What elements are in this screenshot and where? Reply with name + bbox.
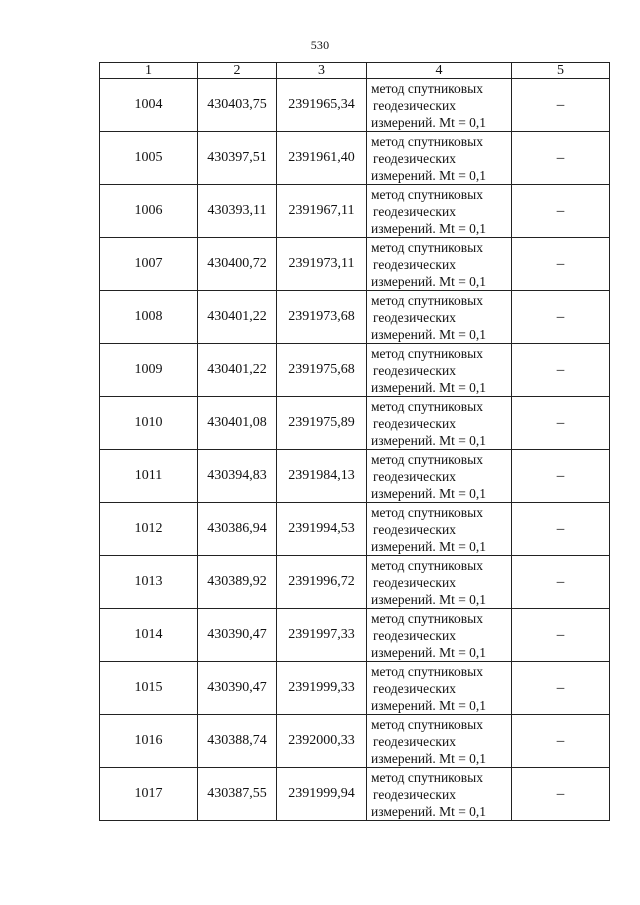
dash-mark: – (556, 96, 565, 113)
point-id-cell: 1005 (100, 132, 198, 185)
method-line-1: метод спутниковых (371, 345, 483, 361)
method-cell (367, 556, 512, 609)
dash-mark: – (556, 732, 565, 749)
y-coordinate-cell: 2391975,89 (277, 397, 367, 450)
coordinates-table (99, 62, 610, 821)
method-line-2: геодезических (373, 362, 456, 378)
column-header-3: 3 (277, 63, 367, 79)
y-coordinate-cell: 2391994,53 (277, 503, 367, 556)
y-coordinate-cell: 2391975,68 (277, 344, 367, 397)
point-id-cell: 1010 (100, 397, 198, 450)
table-row (100, 609, 610, 662)
method-line-2: геодезических (373, 786, 456, 802)
method-line-2: геодезических (373, 627, 456, 643)
point-id-cell: 1009 (100, 344, 198, 397)
method-line-1: метод спутниковых (371, 451, 483, 467)
method-line-1: метод спутниковых (371, 504, 483, 520)
y-coordinate-cell: 2391997,33 (277, 609, 367, 662)
method-line-2: геодезических (373, 574, 456, 590)
method-line-2: геодезических (373, 203, 456, 219)
method-line-3: измерений. Mt = 0,1 (371, 326, 487, 342)
x-coordinate-cell: 430397,51 (198, 132, 277, 185)
method-cell (367, 609, 512, 662)
y-coordinate-cell: 2391961,40 (277, 132, 367, 185)
note-cell (512, 344, 610, 397)
x-coordinate-cell: 430401,08 (198, 397, 277, 450)
method-line-2: геодезических (373, 150, 456, 166)
note-cell (512, 132, 610, 185)
method-line-2: геодезических (373, 468, 456, 484)
table-row (100, 503, 610, 556)
method-cell (367, 238, 512, 291)
column-header-2: 2 (198, 63, 277, 79)
table-row (100, 132, 610, 185)
method-line-2: геодезических (373, 415, 456, 431)
method-line-3: измерений. Mt = 0,1 (371, 591, 487, 607)
note-cell (512, 238, 610, 291)
method-line-1: метод спутниковых (371, 663, 483, 679)
table-row (100, 344, 610, 397)
y-coordinate-cell: 2391973,68 (277, 291, 367, 344)
point-id-cell: 1006 (100, 185, 198, 238)
y-coordinate-cell: 2392000,33 (277, 715, 367, 768)
x-coordinate-cell: 430403,75 (198, 79, 277, 132)
x-coordinate-cell: 430390,47 (198, 662, 277, 715)
method-line-1: метод спутниковых (371, 239, 483, 255)
dash-mark: – (556, 414, 565, 431)
method-cell (367, 450, 512, 503)
method-line-1: метод спутниковых (371, 186, 483, 202)
dash-mark: – (556, 202, 565, 219)
dash-mark: – (556, 520, 565, 537)
method-cell (367, 503, 512, 556)
method-line-3: измерений. Mt = 0,1 (371, 538, 487, 554)
table-row (100, 556, 610, 609)
x-coordinate-cell: 430387,55 (198, 768, 277, 821)
dash-mark: – (556, 679, 565, 696)
method-line-3: измерений. Mt = 0,1 (371, 644, 487, 660)
dash-mark: – (556, 467, 565, 484)
method-cell (367, 397, 512, 450)
table-body (100, 79, 610, 821)
note-cell (512, 291, 610, 344)
x-coordinate-cell: 430400,72 (198, 238, 277, 291)
dash-mark: – (556, 785, 565, 802)
x-coordinate-cell: 430394,83 (198, 450, 277, 503)
method-cell (367, 291, 512, 344)
method-line-1: метод спутниковых (371, 398, 483, 414)
table-row (100, 768, 610, 821)
x-coordinate-cell: 430401,22 (198, 344, 277, 397)
y-coordinate-cell: 2391967,11 (277, 185, 367, 238)
method-line-3: измерений. Mt = 0,1 (371, 485, 487, 501)
table-row (100, 450, 610, 503)
x-coordinate-cell: 430386,94 (198, 503, 277, 556)
method-line-2: геодезических (373, 256, 456, 272)
y-coordinate-cell: 2391999,33 (277, 662, 367, 715)
method-line-2: геодезических (373, 309, 456, 325)
table-row (100, 397, 610, 450)
x-coordinate-cell: 430393,11 (198, 185, 277, 238)
page-number: 530 (310, 38, 330, 52)
y-coordinate-cell: 2391984,13 (277, 450, 367, 503)
note-cell (512, 715, 610, 768)
point-id-cell: 1013 (100, 556, 198, 609)
table-row (100, 79, 610, 132)
method-cell (367, 768, 512, 821)
method-line-3: измерений. Mt = 0,1 (371, 220, 487, 236)
dash-mark: – (556, 149, 565, 166)
note-cell (512, 397, 610, 450)
method-line-1: метод спутниковых (371, 292, 483, 308)
method-cell (367, 715, 512, 768)
method-cell (367, 132, 512, 185)
table-row (100, 238, 610, 291)
method-line-2: геодезических (373, 680, 456, 696)
note-cell (512, 450, 610, 503)
method-line-3: измерений. Mt = 0,1 (371, 379, 487, 395)
dash-mark: – (556, 255, 565, 272)
note-cell (512, 503, 610, 556)
method-line-3: измерений. Mt = 0,1 (371, 273, 487, 289)
table-row (100, 662, 610, 715)
point-id-cell: 1008 (100, 291, 198, 344)
note-cell (512, 79, 610, 132)
column-header-4: 4 (367, 63, 512, 79)
column-header-5: 5 (512, 63, 610, 79)
method-line-2: геодезических (373, 521, 456, 537)
column-header-1: 1 (100, 63, 198, 79)
method-line-3: измерений. Mt = 0,1 (371, 803, 487, 819)
x-coordinate-cell: 430401,22 (198, 291, 277, 344)
point-id-cell: 1016 (100, 715, 198, 768)
dash-mark: – (556, 361, 565, 378)
method-line-3: измерений. Mt = 0,1 (371, 114, 487, 130)
method-line-2: геодезических (373, 97, 456, 113)
note-cell (512, 662, 610, 715)
note-cell (512, 556, 610, 609)
dash-mark: – (556, 626, 565, 643)
method-line-1: метод спутниковых (371, 80, 483, 96)
dash-mark: – (556, 308, 565, 325)
method-line-1: метод спутниковых (371, 557, 483, 573)
note-cell (512, 185, 610, 238)
method-line-3: измерений. Mt = 0,1 (371, 432, 487, 448)
note-cell (512, 768, 610, 821)
y-coordinate-cell: 2391965,34 (277, 79, 367, 132)
method-line-2: геодезических (373, 733, 456, 749)
method-line-1: метод спутниковых (371, 133, 483, 149)
point-id-cell: 1012 (100, 503, 198, 556)
dash-mark: – (556, 573, 565, 590)
method-cell (367, 185, 512, 238)
method-line-3: измерений. Mt = 0,1 (371, 167, 487, 183)
table-header-row (100, 63, 610, 79)
y-coordinate-cell: 2391973,11 (277, 238, 367, 291)
point-id-cell: 1017 (100, 768, 198, 821)
point-id-cell: 1004 (100, 79, 198, 132)
method-line-3: измерений. Mt = 0,1 (371, 750, 487, 766)
x-coordinate-cell: 430388,74 (198, 715, 277, 768)
y-coordinate-cell: 2391996,72 (277, 556, 367, 609)
method-cell (367, 79, 512, 132)
method-line-1: метод спутниковых (371, 716, 483, 732)
x-coordinate-cell: 430390,47 (198, 609, 277, 662)
method-cell (367, 662, 512, 715)
point-id-cell: 1015 (100, 662, 198, 715)
table-row (100, 185, 610, 238)
method-line-1: метод спутниковых (371, 610, 483, 626)
table-row (100, 715, 610, 768)
point-id-cell: 1014 (100, 609, 198, 662)
point-id-cell: 1007 (100, 238, 198, 291)
note-cell (512, 609, 610, 662)
method-line-3: измерений. Mt = 0,1 (371, 697, 487, 713)
method-cell (367, 344, 512, 397)
point-id-cell: 1011 (100, 450, 198, 503)
y-coordinate-cell: 2391999,94 (277, 768, 367, 821)
method-line-1: метод спутниковых (371, 769, 483, 785)
x-coordinate-cell: 430389,92 (198, 556, 277, 609)
table-row (100, 291, 610, 344)
